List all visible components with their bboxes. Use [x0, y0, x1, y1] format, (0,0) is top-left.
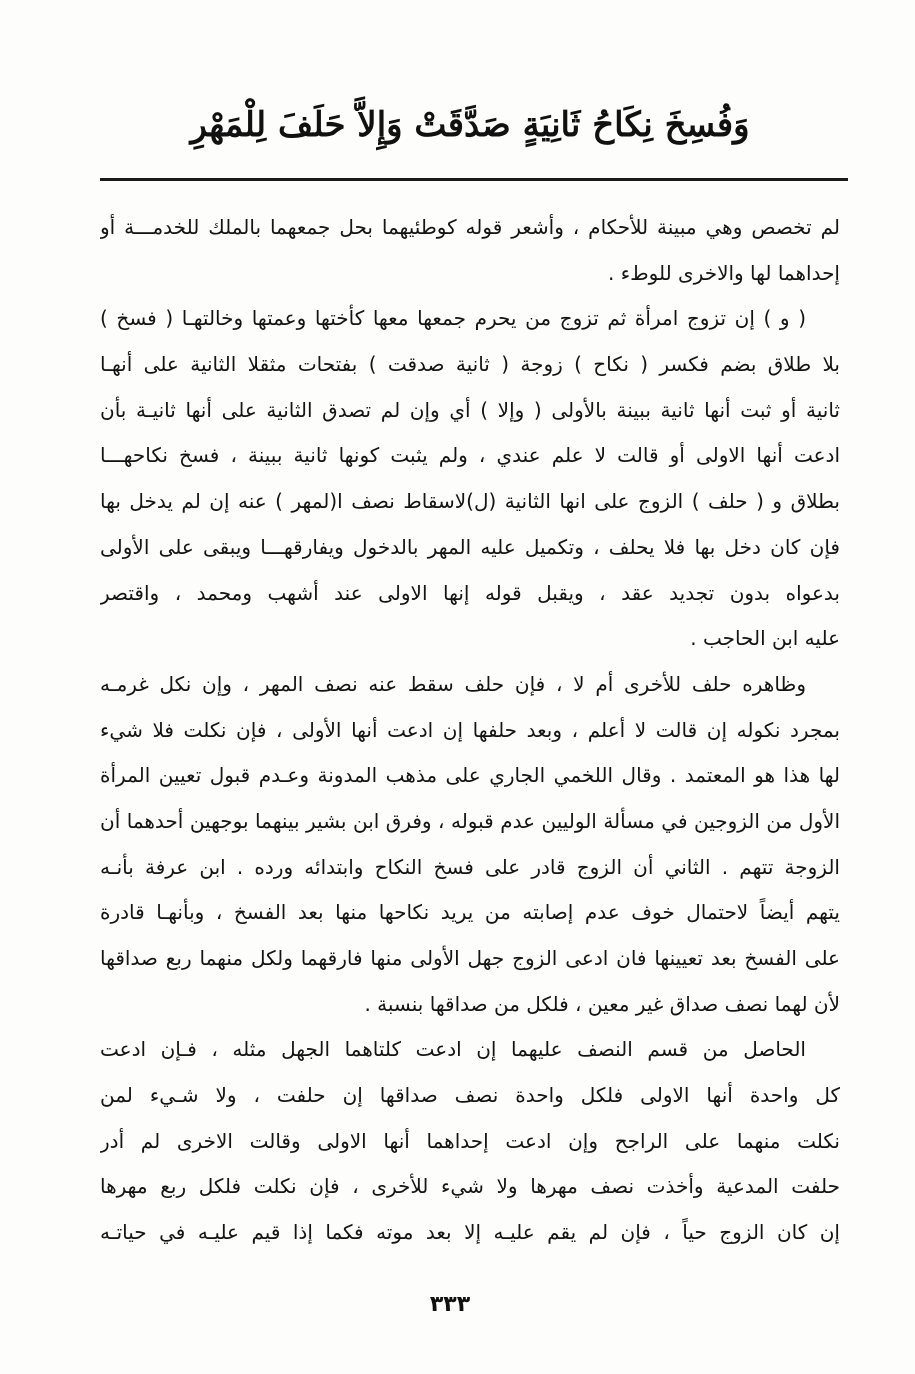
text-line: لم تخصص وهي مبينة للأحكام ، وأشعر قوله كوطئيهما بحل جمعهما بالملك للخدمـــة أو [100, 215, 840, 239]
text-line: بدعواه بدون تجديد عقد ، ويقبل قوله إنها الاولى عند أشهب ومحمد ، واقتصر [100, 580, 840, 605]
text-line: كل واحدة أنها الاولى فلكل واحدة نصف صداقها إن حلفت ، ولا شـيء لمن [100, 1083, 840, 1108]
text-line: إحداهما لها والاخرى للوطء . [608, 260, 840, 285]
text-line: الزوجة تتهم . الثاني أن الزوج قادر على فسخ النكاح وابتدائه ورده . ابن عرفة بأنـه [100, 854, 840, 879]
text-line: وظاهره حلف للأخرى أم لا ، فإن حلف سقط عنه نصف المهر ، وإن نكل غرمـه [100, 671, 806, 696]
text-line: يتهم أيضاً لاحتمال خوف عدم إصابته من يريد نكاحها منها بعد الفسخ ، وبأنهـا قادرة [100, 900, 840, 925]
text-line: بطلاق و ( حلف ) الزوج على انها الثانية (ل)لاسقاط نصف ا(لمهر ) عنه إن لم يدخل بها [100, 489, 840, 514]
text-line: عليه ابن الحاجب . [690, 626, 840, 651]
text-line: الحاصل من قسم النصف عليهما إن ادعت كلتاهما الجهل مثله ، فـإن ادعت [100, 1037, 806, 1062]
text-line: ( و ) إن تزوج امرأة ثم تزوج من يحرم جمعها معها كأختها وعمتها وخالتهـا ( فسخ ) [100, 306, 806, 331]
heading-divider [100, 178, 848, 181]
text-line: على الفسخ بعد تعيينها فان ادعى الزوج جهل الأولى منها فارقهما ولكل منهما ربع صداقها [100, 946, 840, 970]
text-line: إن كان الزوج حياً ، فإن لم يقم عليـه إلا بعد موته فكما إذا قيم عليـه في حياتـه [100, 1220, 840, 1245]
commentary-text [100, 205, 840, 1256]
page-number: ٣٣٣ [429, 1292, 471, 1317]
text-line: ثانية أو ثبت أنها ثانية ببينة بالأولى ( وإلا ) أي وإن لم تصدق الثانية على أنها ثانيـة بأن [100, 397, 840, 422]
text-line: الأول من الزوجين في مسألة الوليين عدم قبوله ، وفرق ابن بشير بينهما بوجهين أحدهما أن [100, 808, 840, 833]
text-line: حلفت المدعية وأخذت نصف مهرها ولا شيء للأخرى ، فإن نكلت فلكل ربع مهرها [100, 1174, 840, 1199]
text-line: لها هذا هو المعتمد . وقال اللخمي الجاري على مذهب المدونة وعـدم قبول تعيين المرأة [100, 763, 840, 788]
text-line: بلا طلاق بضم فكسر ( نكاح ) زوجة ( ثانية صدقت ) بفتحات مثقلا الثانية على أنهـا [100, 352, 840, 377]
text-line: فإن كان دخل بها فلا يحلف ، وتكميل عليه المهر بالدخول ويفارقهـــا ويبقى على الأولى [100, 534, 840, 559]
text-line: نكلت منهما على الراجح وإن ادعت إحداهما أنها الاولى وقالت الاخرى لم أدر [100, 1128, 840, 1153]
text-line: بمجرد نكوله إن قالت لا أعلم ، وبعد حلفها إن ادعت أنها الأولى ، فإن نكلت فلا شيء [100, 717, 840, 742]
verse-heading: وَفُسِخَ نِكَاحُ ثَانِيَةٍ صَدَّقَتْ وَإِلاَّ حَلَفَ لِلْمَهْرِ [190, 105, 750, 145]
text-line: ادعت أنها الاولى أو قالت لا علم عندي ، ولم يثبت كونها ثانية ببينة ، فسخ نكاحهـــا [100, 443, 840, 468]
text-line: لأن لهما نصف صداق غير معين ، فلكل من صداقها بنسبة . [364, 991, 840, 1016]
